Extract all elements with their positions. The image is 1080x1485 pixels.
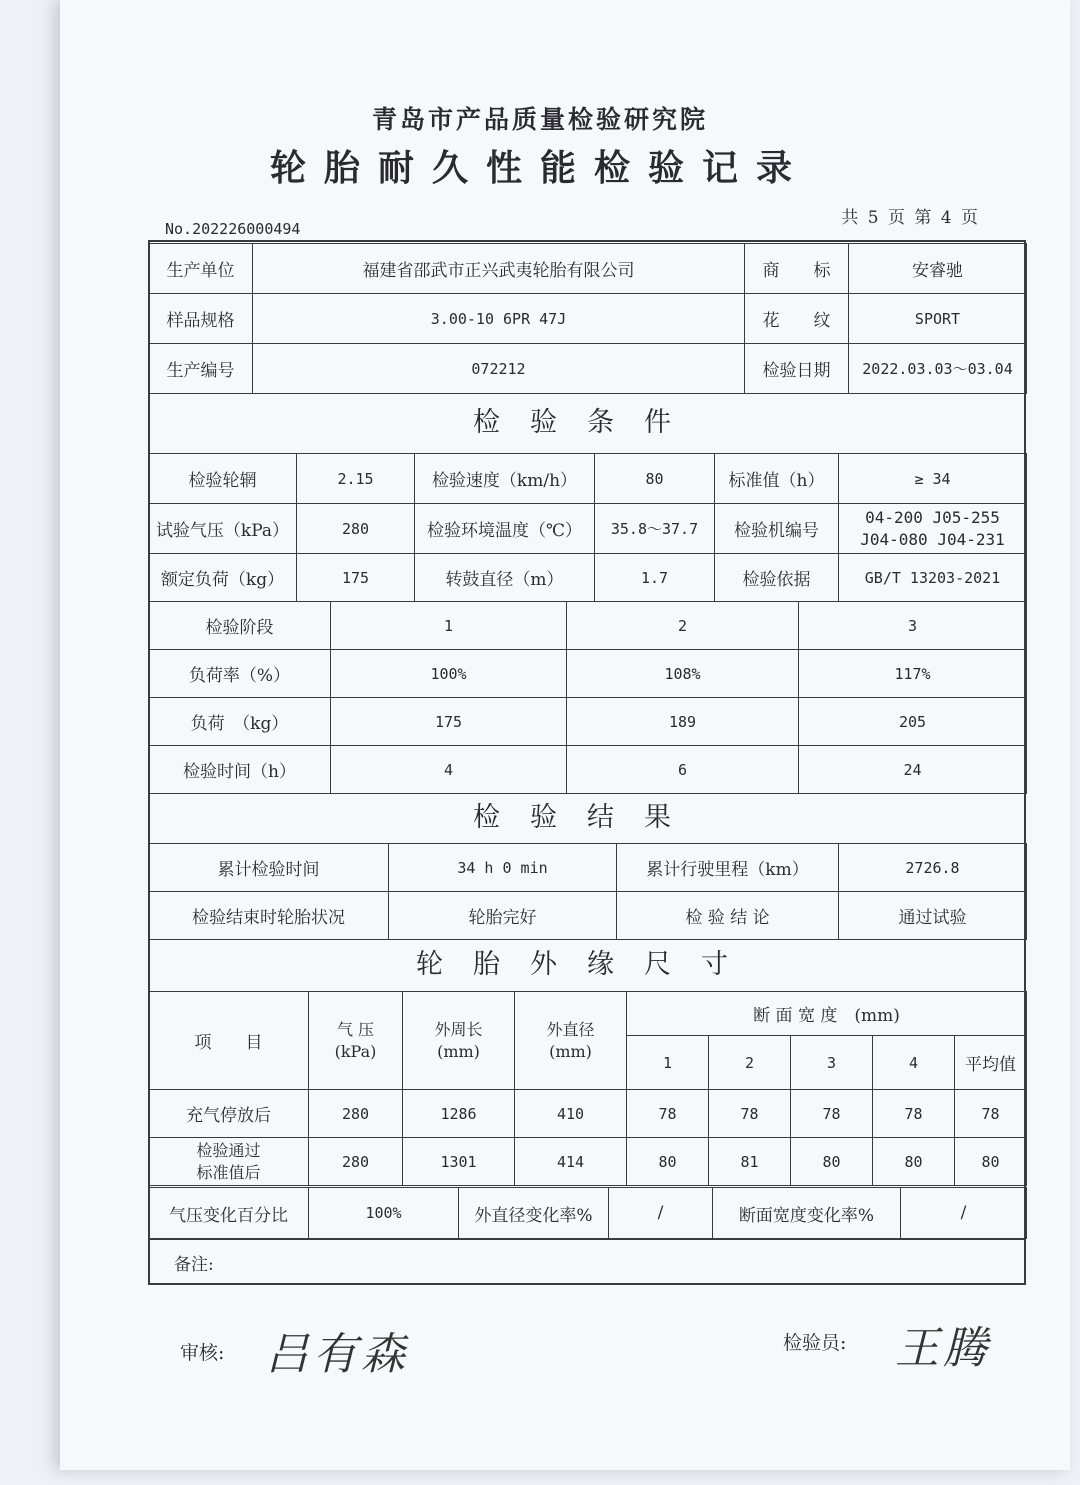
brand-value: 安睿驰: [849, 244, 1027, 294]
row1-width-2: 78: [709, 1090, 791, 1138]
row2-dia: 414: [515, 1138, 627, 1186]
rate-1: 100%: [331, 650, 567, 698]
time-label: 检验时间（h）: [149, 746, 331, 794]
basis-value: GB/T 13203-2021: [839, 554, 1027, 602]
inspector-signature: 王腾: [895, 1323, 991, 1374]
tire-state-label: 检验结束时轮胎状况: [149, 892, 389, 940]
stage-load-label: 负荷 （kg）: [149, 698, 331, 746]
conditions-title: 检验条件: [148, 393, 1026, 453]
document-number: No.202226000494: [165, 220, 301, 238]
pressure-change-label: 气压变化百分比: [149, 1188, 309, 1239]
circ-label: 外周长: [434, 1019, 483, 1039]
rim-value: 2.15: [297, 454, 415, 504]
results-title: 检验结果: [148, 793, 1026, 843]
row1-circ: 1286: [403, 1090, 515, 1138]
dia-change-label: 外直径变化率%: [459, 1188, 609, 1239]
dia-change-value: /: [609, 1188, 713, 1239]
rate-3: 117%: [799, 650, 1027, 698]
tire-state-value: 轮胎完好: [389, 892, 617, 940]
mileage-value: 2726.8: [839, 844, 1027, 892]
rate-label: 负荷率（%）: [149, 650, 331, 698]
spec-value: 3.00-10 6PR 47J: [253, 294, 745, 344]
inspector-label: 检验员:: [783, 1332, 847, 1354]
machine-value: [839, 504, 1027, 554]
reviewer-signature: 吕有森: [265, 1329, 409, 1380]
row2-width-3: 80: [791, 1138, 873, 1186]
row1-width-3: 78: [791, 1090, 873, 1138]
load-3: 205: [799, 698, 1027, 746]
date-label: 检验日期: [745, 344, 849, 394]
drum-value: 1.7: [595, 554, 715, 602]
conclusion-value: 通过试验: [839, 892, 1027, 940]
total-time-label: 累计检验时间: [149, 844, 389, 892]
total-time-value: 34 h 0 min: [389, 844, 617, 892]
dim-pressure-header: [309, 992, 403, 1090]
row2-label-line-2: 标准值后: [196, 1162, 261, 1182]
row1-dia: 410: [515, 1090, 627, 1138]
mileage-label: 累计行驶里程（km）: [617, 844, 839, 892]
results-table: [148, 843, 1027, 940]
serial-label: 生产编号: [149, 344, 253, 394]
brand-label: 商 标: [745, 244, 849, 294]
pattern-value: SPORT: [849, 294, 1027, 344]
manufacturer-value: 福建省邵武市正兴武夷轮胎有限公司: [253, 244, 745, 294]
stage-label: 检验阶段: [149, 602, 331, 650]
std-label: 标准值（h）: [715, 454, 839, 504]
row2-label: [149, 1138, 309, 1186]
stages-table: [148, 601, 1027, 794]
width-col-avg: 平均值: [955, 1036, 1027, 1090]
width-col-3: 3: [791, 1036, 873, 1090]
basis-label: 检验依据: [715, 554, 839, 602]
row2-circ: 1301: [403, 1138, 515, 1186]
std-value: ≥ 34: [839, 454, 1027, 504]
serial-value: 072212: [253, 344, 745, 394]
time-2: 6: [567, 746, 799, 794]
machine-value-line-1: 04-200 J05-255: [865, 507, 1000, 527]
stage-3: 3: [799, 602, 1027, 650]
pressure-change-value: 100%: [309, 1188, 459, 1239]
stage-2: 2: [567, 602, 799, 650]
pattern-label: 花 纹: [745, 294, 849, 344]
reviewer-label: 审核:: [180, 1342, 225, 1364]
row2-width-2: 81: [709, 1138, 791, 1186]
dim-pressure-unit: (kPa): [334, 1041, 377, 1061]
width-header: 断 面 宽 度 (mm): [627, 992, 1027, 1036]
conclusion-label: 检 验 结 论: [617, 892, 839, 940]
dia-unit: (mm): [549, 1041, 592, 1061]
load-2: 189: [567, 698, 799, 746]
width-change-value: /: [901, 1188, 1027, 1239]
row1-width-avg: 78: [955, 1090, 1027, 1138]
row1-width-4: 78: [873, 1090, 955, 1138]
machine-label: 检验机编号: [715, 504, 839, 554]
rim-label: 检验轮辋: [149, 454, 297, 504]
row2-width-avg: 80: [955, 1138, 1027, 1186]
pressure-value: 280: [297, 504, 415, 554]
dimensions-title: 轮胎外缘尺寸: [148, 939, 1026, 991]
load-value: 175: [297, 554, 415, 602]
org-name: 青岛市产品质量检验研究院: [371, 105, 708, 134]
spec-label: 样品规格: [149, 294, 253, 344]
machine-value-line-2: J04-080 J04-231: [860, 529, 1005, 549]
time-1: 4: [331, 746, 567, 794]
row2-pressure: 280: [309, 1138, 403, 1186]
conditions-table: [148, 453, 1027, 602]
dimensions-table: [148, 991, 1027, 1186]
width-col-2: 2: [709, 1036, 791, 1090]
circ-unit: (mm): [437, 1041, 480, 1061]
remarks-label: 备注:: [174, 1255, 214, 1275]
document-title: 轮胎耐久性能检验记录: [269, 147, 810, 189]
manufacturer-label: 生产单位: [149, 244, 253, 294]
row1-pressure: 280: [309, 1090, 403, 1138]
row1-width-1: 78: [627, 1090, 709, 1138]
time-3: 24: [799, 746, 1027, 794]
item-label: 项 目: [149, 992, 309, 1090]
width-col-4: 4: [873, 1036, 955, 1090]
stage-1: 1: [331, 602, 567, 650]
pressure-label: 试验气压（kPa）: [149, 504, 297, 554]
width-col-1: 1: [627, 1036, 709, 1090]
remarks-row: [148, 1238, 1026, 1285]
row2-width-4: 80: [873, 1138, 955, 1186]
dim-pressure-label: 气 压: [336, 1019, 375, 1039]
date-value: 2022.03.03～03.04: [849, 344, 1027, 394]
change-table: [148, 1187, 1027, 1239]
circ-header: [403, 992, 515, 1090]
row2-width-1: 80: [627, 1138, 709, 1186]
temp-value: 35.8～37.7: [595, 504, 715, 554]
temp-label: 检验环境温度（℃）: [415, 504, 595, 554]
speed-label: 检验速度（km/h）: [415, 454, 595, 504]
row1-label: 充气停放后: [149, 1090, 309, 1138]
rate-2: 108%: [567, 650, 799, 698]
width-change-label: 断面宽度变化率%: [713, 1188, 901, 1239]
dia-label: 外直径: [546, 1019, 595, 1039]
load-label: 额定负荷（kg）: [149, 554, 297, 602]
speed-value: 80: [595, 454, 715, 504]
drum-label: 转鼓直径（m）: [415, 554, 595, 602]
dia-header: [515, 992, 627, 1090]
row2-label-line-1: 检验通过: [196, 1140, 261, 1160]
page-info: 共 5 页 第 4 页: [841, 208, 980, 228]
basic-info-table: [148, 243, 1027, 394]
load-1: 175: [331, 698, 567, 746]
